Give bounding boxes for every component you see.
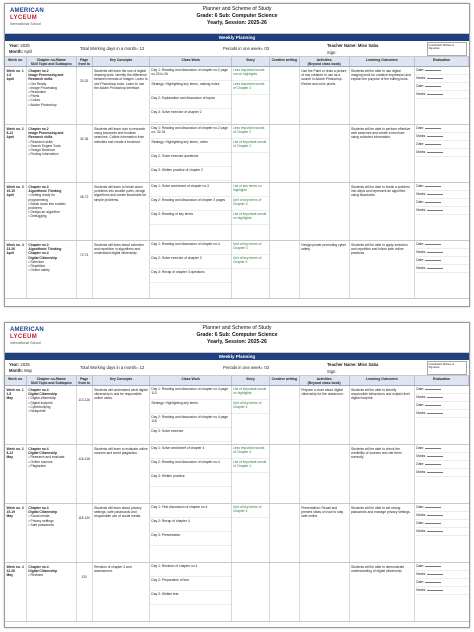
evaluation-cell: [415, 445, 469, 503]
evaluation-label: Marks:: [416, 571, 427, 576]
learning-outcomes-cell: Students will be able to use digital imaging tools for creative expression and explain the purpose of the editing tools.: [350, 67, 416, 124]
year-label: Year:: [9, 362, 20, 367]
topic-item: • Adobe Photoshop: [28, 103, 74, 107]
classwork-line: Day 1: First discussion of chapter no.4: [150, 504, 231, 518]
evaluation-line: [415, 453, 469, 461]
column-header: Creative writing: [270, 376, 300, 385]
column-header: Story: [232, 57, 270, 66]
activities-cell: Presentation: Recall and present ideas on how to stay safe online.: [300, 504, 350, 562]
key-concepts-cell: Students will learn the use of digital drawing tools. Identify the difference between formats of images. Learn to use Photoshop tools. Learn to use the Adobe Photoshop interface.: [93, 67, 151, 124]
table-row: [5, 386, 469, 445]
year-label: Year:: [9, 43, 20, 48]
classwork-line: Day 2: Explanation and discussion of topics: [150, 95, 231, 109]
evaluation-label: Date:: [416, 402, 425, 407]
evaluation-label: Date:: [416, 199, 425, 204]
evaluation-label: Date:: [416, 461, 425, 466]
creative-writing-cell: [270, 241, 300, 298]
week-cell: Week no. 2 8-12 April: [5, 125, 27, 182]
evaluation-line: [415, 199, 469, 207]
topic-item: • Getting ready for programming: [28, 193, 74, 201]
story-cell: [232, 67, 270, 124]
page-range-cell: 32-34: [77, 125, 93, 182]
classwork-cell: [150, 183, 232, 240]
topic-item: • Revision: [28, 573, 74, 577]
evaluation-line: [415, 149, 469, 157]
creative-writing-cell: [270, 183, 300, 240]
classwork-line: Strategy: Highlighting key terms, notes: [150, 139, 231, 153]
column-header: Activities (Beyond class book): [300, 57, 350, 66]
chapter-title: Chapter no.2 Image Processing and Research skills: [28, 127, 64, 140]
evaluation-label: Marks:: [416, 512, 427, 517]
evaluation-label: Marks:: [416, 587, 427, 592]
classwork-line: Day 3: Solve exercise of chapter 2: [150, 109, 231, 123]
month-label: Month:: [9, 49, 23, 54]
classwork-line: Day 3: Reading of key terms: [150, 211, 231, 225]
evaluation-line: [415, 125, 469, 133]
column-header: Evaluation: [415, 376, 469, 385]
learning-outcomes-cell: Students will be able to identify responsible behaviours and explain their digital footprint.: [350, 386, 416, 444]
week-cell: Week no. 4 22-26 May: [5, 563, 27, 621]
classwork-line: Day 1: Revision of chapter no.4: [150, 563, 231, 577]
evaluation-line: [415, 571, 469, 579]
story-line: Unit of key terms of Chapter 3: [232, 197, 269, 211]
key-concepts-cell: Students will learn to break down problems into smaller parts, design algorithms and create flowcharts for simple problems.: [93, 183, 151, 240]
evaluation-line: [415, 386, 469, 394]
topic-item: • Selection: [28, 260, 74, 264]
story-line: Unit of key terms of Chapter 3: [232, 241, 269, 255]
key-concepts-cell: Students will learn to evaluate online sources and avoid plagiarism.: [93, 445, 151, 503]
evaluation-line: [415, 91, 469, 99]
creative-writing-cell: [270, 125, 300, 182]
activities-cell: Prepare a chart about digital citizenship for the classroom.: [300, 386, 350, 444]
activities-cell: Use the Paint or draw a picture of any creature to use as a source in Adobe Photoshop. Resize and color pixels.: [300, 67, 350, 124]
evaluation-line: [415, 207, 469, 215]
chapter-cell: [27, 183, 77, 240]
column-header: Chapter no./Name Skill Topic and Subtopics: [27, 57, 77, 66]
topic-item: • Privacy settings: [28, 519, 74, 523]
table-row: [5, 241, 469, 299]
classwork-cell: [150, 67, 232, 124]
topic-item: • Repetition: [28, 264, 74, 268]
grade-subject: Grade: 6 Sub: Computer Science: [196, 332, 278, 338]
evaluation-label: Marks:: [416, 191, 427, 196]
evaluation-cell: [415, 386, 469, 444]
evaluation-line: [415, 141, 469, 149]
page-range-cell: 36-72: [77, 183, 93, 240]
topic-item: • Safe passwords: [28, 523, 74, 527]
story-line: List of important words on highlights: [232, 211, 269, 225]
topic-item: • Resolution: [28, 90, 74, 94]
evaluation-line: [415, 75, 469, 83]
chapter-title: Chapter no.4 Digital Citizenship: [28, 388, 57, 397]
classwork-line: Day 1: Solve worksheet of chapter 4: [150, 445, 231, 459]
classwork-cell: [150, 504, 232, 562]
activities-cell: [300, 563, 350, 621]
evaluation-label: Date:: [416, 563, 425, 568]
classwork-cell: [150, 241, 232, 298]
evaluation-line: [415, 520, 469, 528]
evaluation-label: Date:: [416, 445, 425, 450]
evaluation-label: Marks:: [416, 207, 427, 212]
topic-item: • Social media: [28, 514, 74, 518]
story-cell: [232, 183, 270, 240]
topic-item: • Colors: [28, 98, 74, 102]
story-line: Less important words of Chapter 2: [232, 81, 269, 95]
evaluation-line: [415, 461, 469, 469]
evaluation-label: Marks:: [416, 75, 427, 80]
column-header: Activities (Beyond class book): [300, 376, 350, 385]
evaluation-label: Marks:: [416, 149, 427, 154]
classwork-line: Day 1: Reading and discussion of chapter no.4 page 113: [150, 386, 231, 400]
topic-item: • Online safety: [28, 268, 74, 272]
evaluation-label: Date:: [416, 241, 425, 246]
classwork-line: Day 3: Recap of chapter 3 questions: [150, 269, 231, 283]
learning-outcomes-cell: Students will be able to break a problem into steps and represent an algorithm using flowcharts.: [350, 183, 416, 240]
chapter-cell: [27, 241, 77, 298]
evaluation-line: [415, 265, 469, 273]
evaluation-line: [415, 249, 469, 257]
classwork-line: Day 3: Written test: [150, 591, 231, 605]
topic-item: • Search Engine Tools: [28, 144, 74, 148]
week-cell: Week no. 3 15-19 May: [5, 504, 27, 562]
creative-writing-cell: [270, 504, 300, 562]
year-value: 2025: [20, 43, 30, 48]
table-row: [5, 445, 469, 504]
sign-label: Sign:: [327, 369, 337, 374]
activities-cell: Design poster promoting cyber safety: [300, 241, 350, 298]
table-row: [5, 67, 469, 125]
column-headers: [5, 376, 469, 386]
logo-line-3: International School: [10, 22, 41, 26]
evaluation-line: [415, 83, 469, 91]
topic-item: • Research skills: [28, 140, 74, 144]
column-header: Week no.: [5, 376, 27, 385]
key-concepts-cell: Students will learn how to research using keywords and boolean searches. Collect information from websites and create a brochure.: [93, 125, 151, 182]
evaluation-line: [415, 512, 469, 520]
chapter-title: Chapter no.4 Digital Citizenship: [28, 565, 57, 574]
working-days: Total Working days in a month= 12: [80, 365, 145, 370]
topic-item: • Netiquette: [28, 409, 74, 413]
chapter-cell: [27, 445, 77, 503]
evaluation-cell: [415, 563, 469, 621]
creative-writing-cell: [270, 386, 300, 444]
evaluation-line: [415, 410, 469, 418]
evaluation-cell: [415, 504, 469, 562]
story-line: Less important words of Chapter 2: [232, 125, 269, 139]
planner-title: Planner and Scheme of Study: [202, 6, 272, 12]
evaluation-label: Date:: [416, 183, 425, 188]
evaluation-label: Marks:: [416, 410, 427, 415]
story-line: List of important words on highlights: [232, 386, 269, 400]
evaluation-label: Marks:: [416, 528, 427, 533]
story-line: Unit of key terms of Chapter 4: [232, 255, 269, 269]
story-line: List of key terms on highlights: [232, 183, 269, 197]
evaluation-label: Date:: [416, 257, 425, 262]
evaluation-label: Marks:: [416, 265, 427, 270]
column-header: Chapter no./Name Skill Topic and Subtopics: [27, 376, 77, 385]
topic-item: • Digital footprint: [28, 401, 74, 405]
topic-item: • Break down into smaller problems: [28, 202, 74, 210]
month-value: April: [23, 49, 33, 54]
table-row: [5, 563, 469, 622]
table-row: [5, 183, 469, 241]
month-value: May: [24, 368, 33, 373]
chapter-cell: [27, 125, 77, 182]
classwork-cell: [150, 125, 232, 182]
evaluation-cell: [415, 241, 469, 298]
evaluation-label: Date:: [416, 386, 425, 391]
learning-outcomes-cell: Students will be able to apply selection and repetition and follow safe online practices.: [350, 241, 416, 298]
evaluation-line: [415, 445, 469, 453]
week-cell: Week no. 2 8-12 May: [5, 445, 27, 503]
evaluation-line: [415, 241, 469, 249]
evaluation-line: [415, 394, 469, 402]
column-header: Creative writing: [270, 57, 300, 66]
evaluation-cell: [415, 67, 469, 124]
week-cell: Week no. 1 1-5 April: [5, 67, 27, 124]
classwork-line: Day 2: Reading and discussion of chapter 3 pages: [150, 197, 231, 211]
coordinator-signature-box: Coordinator Wishes to Signature: [427, 42, 467, 56]
column-header: Learning Outcomes: [350, 376, 416, 385]
key-concepts-cell: Revision of chapter 4 and assessment.: [93, 563, 151, 621]
periods-per-week: Periods in one week= 03: [223, 46, 269, 51]
chapter-title: Chapter no.3 Algorithmic Thinking: [28, 185, 62, 194]
classwork-line: Day 1: Reading and discussion of chapter no.4: [150, 241, 231, 255]
topic-item: • Research and evaluate: [28, 455, 74, 459]
story-line: Less important words of Chapter 4: [232, 445, 269, 459]
table-row: [5, 125, 469, 183]
planner-page-1: [4, 3, 470, 307]
classwork-line: Strategy: Highlighting key terms: [150, 400, 231, 414]
page-range-cell: 72-74: [77, 241, 93, 298]
classwork-line: Day 3: Written practice of chapter 2: [150, 167, 231, 181]
teacher-name: Teacher Name: Miss Saba: [327, 43, 379, 48]
classwork-line: Day 2: Reading and discussion of chapter no.4: [150, 459, 231, 473]
evaluation-line: [415, 563, 469, 571]
evaluation-label: Marks:: [416, 133, 427, 138]
topic-item: • Finding information: [28, 152, 74, 156]
chapter-title: Chapter no.4 Digital Citizenship: [28, 506, 57, 515]
evaluation-label: Date:: [416, 520, 425, 525]
column-header: Learning Outcomes: [350, 57, 416, 66]
key-concepts-cell: Students will learn about privacy settings, safe passwords and responsible use of social media.: [93, 504, 151, 562]
chapter-title: Chapter no.2 Image Processing and Research skills: [28, 69, 64, 82]
page-header: [5, 323, 469, 353]
chapter-title: Chapter no.4 Digital Citizenship: [28, 447, 57, 456]
topic-item: • Image Processing: [28, 86, 74, 90]
learning-outcomes-cell: Students will be able to perform effective web searches and create a brochure using collected information.: [350, 125, 416, 182]
weekly-planning-band: Weekly Planning: [5, 353, 469, 360]
session: Yearly, Session: 2025-26: [207, 339, 267, 345]
info-bar: [5, 41, 469, 57]
topic-item: • Get Ready: [28, 82, 74, 86]
classwork-line: Day 2: Solve exercise of chapter 3: [150, 255, 231, 269]
table-row: [5, 504, 469, 563]
learning-outcomes-cell: Students will be able to demonstrate understanding of digital citizenship.: [350, 563, 416, 621]
topic-item: • Cyberbullying: [28, 405, 74, 409]
logo-line-1: AMERICAN: [10, 327, 44, 333]
activities-cell: [300, 445, 350, 503]
column-header: Page from to: [77, 376, 93, 385]
story-line: Unit of key terms of Chapter 4: [232, 504, 269, 518]
classwork-line: Day 1: Solve worksheet of chapter no.3: [150, 183, 231, 197]
story-line: List of important words of Chapter 2: [232, 139, 269, 153]
column-header: Class Work: [150, 376, 232, 385]
logo-line-2: LYCEUM: [10, 334, 38, 340]
evaluation-line: [415, 504, 469, 512]
story-cell: [232, 563, 270, 621]
activities-cell: [300, 125, 350, 182]
activities-cell: [300, 183, 350, 240]
month-label: Month:: [9, 368, 23, 373]
classwork-line: Day 3: Presentation: [150, 532, 231, 546]
page-range-cell: 113-116: [77, 386, 93, 444]
creative-writing-cell: [270, 67, 300, 124]
week-cell: Week no. 1 1-5 May: [5, 386, 27, 444]
chapter-cell: [27, 504, 77, 562]
topic-item: • Debugging: [28, 214, 74, 218]
evaluation-label: Date:: [416, 141, 425, 146]
weekly-planning-band: Weekly Planning: [5, 34, 469, 41]
classwork-line: Day 2: Recap of chapter 4: [150, 518, 231, 532]
teacher-name: Teacher Name: Miss Saba: [327, 362, 379, 367]
classwork-cell: [150, 386, 232, 444]
evaluation-line: [415, 469, 469, 477]
evaluation-label: Date:: [416, 67, 425, 72]
evaluation-label: Marks:: [416, 91, 427, 96]
week-cell: Week no. 3 15-19 April: [5, 183, 27, 240]
topic-item: • Online sources: [28, 460, 74, 464]
story-cell: [232, 445, 270, 503]
creative-writing-cell: [270, 563, 300, 621]
story-cell: [232, 504, 270, 562]
session: Yearly, Session: 2025-26: [207, 20, 267, 26]
evaluation-line: [415, 587, 469, 595]
classwork-line: Strategy: Highlighting key terms, making notes: [150, 81, 231, 95]
classwork-cell: [150, 445, 232, 503]
grade-subject: Grade: 6 Sub: Computer Science: [196, 13, 278, 19]
classwork-line: Day 2: Solve exercise questions: [150, 153, 231, 167]
year-value: 2025: [20, 362, 30, 367]
chapter-cell: [27, 67, 77, 124]
column-header: Page from to: [77, 57, 93, 66]
creative-writing-cell: [270, 445, 300, 503]
column-header: Evaluation: [415, 57, 469, 66]
column-header: Story: [232, 376, 270, 385]
evaluation-label: Marks:: [416, 453, 427, 458]
story-line: Less important words not on highlights: [232, 67, 269, 81]
learning-outcomes-cell: Students will be able to set strong passwords and manage privacy settings.: [350, 504, 416, 562]
logo-line-2: LYCEUM: [10, 15, 38, 21]
chapter-title: Chapter no.3 Algorithmic Thinking Chapter no.4 Digital Citizenship: [28, 243, 62, 260]
classwork-line: Day 1: Reading and discussion of chapter no.2 page no.20 to 26: [150, 67, 231, 81]
page-range-cell: 118-120: [77, 504, 93, 562]
coordinator-signature-box: Coordinator Wishes to Signature: [427, 361, 467, 375]
story-cell: [232, 241, 270, 298]
planner-page-2: [4, 322, 470, 628]
column-header: Key Concepts: [93, 57, 151, 66]
page-header: [5, 4, 469, 34]
classwork-line: Day 3: Written practice: [150, 473, 231, 487]
week-cell: Week no. 4 22-26 April: [5, 241, 27, 298]
chapter-cell: [27, 386, 77, 444]
topic-item: • Design Brochure: [28, 148, 74, 152]
classwork-line: Day 2: Reading and discussion of chapter no.4 page 116: [150, 414, 231, 428]
evaluation-cell: [415, 183, 469, 240]
topic-item: • Design an algorithm: [28, 210, 74, 214]
column-header: Week no.: [5, 57, 27, 66]
key-concepts-cell: Students will understand what digital citizenship is and be responsible online users.: [93, 386, 151, 444]
topic-item: • Pixels: [28, 94, 74, 98]
topic-item: • Digital citizenship: [28, 396, 74, 400]
column-header: Key Concepts: [93, 376, 151, 385]
column-header: Class Work: [150, 57, 232, 66]
evaluation-label: Date:: [416, 579, 425, 584]
evaluation-label: Marks:: [416, 394, 427, 399]
periods-per-week: Periods in one week= 03: [223, 365, 269, 370]
column-headers: [5, 57, 469, 67]
working-days: Total Working days in a month= 12: [80, 46, 145, 51]
page-range-cell: 20-32: [77, 67, 93, 124]
evaluation-line: [415, 183, 469, 191]
evaluation-line: [415, 67, 469, 75]
classwork-line: Day 1: Reading and discussion of chapter no.2 page no. 32-34: [150, 125, 231, 139]
classwork-cell: [150, 563, 232, 621]
evaluation-label: Date:: [416, 83, 425, 88]
chapter-cell: [27, 563, 77, 621]
evaluation-line: [415, 191, 469, 199]
story-line: List of important words of Chapter 4: [232, 459, 269, 473]
story-cell: [232, 125, 270, 182]
evaluation-label: Marks:: [416, 469, 427, 474]
logo-line-3: International School: [10, 341, 41, 345]
topic-item: • Plagiarism: [28, 464, 74, 468]
planner-title: Planner and Scheme of Study: [202, 325, 272, 331]
page-range-cell: 120: [77, 563, 93, 621]
evaluation-cell: [415, 125, 469, 182]
evaluation-label: Marks:: [416, 249, 427, 254]
classwork-line: Day 2: Preparation of test: [150, 577, 231, 591]
logo-line-1: AMERICAN: [10, 8, 44, 14]
evaluation-label: Date:: [416, 504, 425, 509]
info-bar: [5, 360, 469, 376]
evaluation-line: [415, 257, 469, 265]
evaluation-line: [415, 528, 469, 536]
page-range-cell: 116-118: [77, 445, 93, 503]
evaluation-label: Date:: [416, 125, 425, 130]
sign-label: Sign:: [327, 50, 337, 55]
evaluation-line: [415, 579, 469, 587]
story-cell: [232, 386, 270, 444]
evaluation-line: [415, 133, 469, 141]
classwork-line: Day 3: Solve exercise: [150, 428, 231, 442]
learning-outcomes-cell: Students will be able to check the credibility of sources and cite them correctly.: [350, 445, 416, 503]
evaluation-line: [415, 402, 469, 410]
key-concepts-cell: Students will learn about selection and repetition in algorithms and understand digital citizenship.: [93, 241, 151, 298]
story-line: Unit of key terms of Chapter 4: [232, 400, 269, 414]
